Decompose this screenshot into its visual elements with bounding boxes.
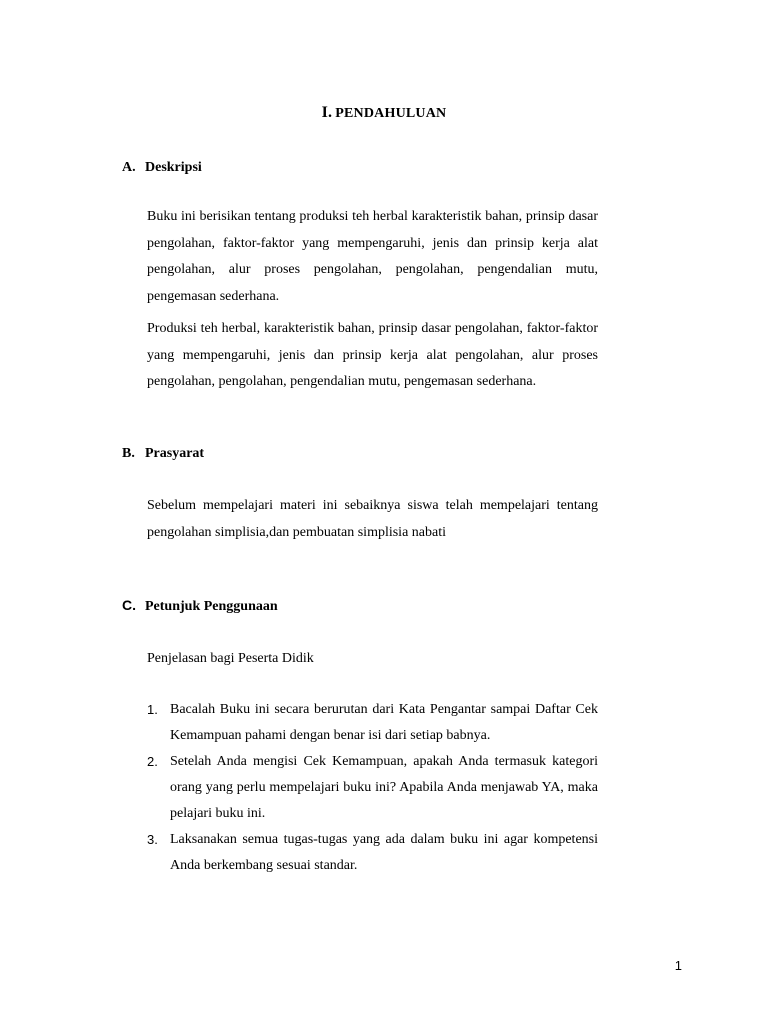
chapter-title (0, 104, 768, 122)
list-item-number: 3. (147, 832, 158, 847)
section-b-title: Prasyarat (145, 446, 205, 461)
section-c-heading (122, 597, 278, 615)
instruction-list (147, 697, 598, 879)
list-item-number: 2. (147, 754, 158, 769)
section-a-paragraph-1: Buku ini berisikan tentang produksi teh herbal karakteristik bahan, prinsip dasar pengolahan, faktor-faktor yang mempengaruhi, jenis dan prinsip kerja alat pengolahan, alur proses pengolahan, pengolahan, pengendalian mutu, pengemasan sederhana. (147, 209, 598, 304)
list-item-text: Laksanakan semua tugas-tugas yang ada dalam buku ini agar kompetensi Anda berkembang sesuai standar. (170, 832, 598, 873)
section-a-letter: A. (122, 160, 136, 175)
chapter-number: I. (321, 104, 333, 121)
list-item-text: Bacalah Buku ini secara berurutan dari Kata Pengantar sampai Daftar Cek Kemampuan pahami dengan benar isi dari setiap babnya. (170, 702, 598, 743)
list-item-number: 1. (147, 702, 158, 717)
list-item (147, 697, 598, 749)
list-item-text: Setelah Anda mengisi Cek Kemampuan, apakah Anda termasuk kategori orang yang perlu mempelajari buku ini? Apabila Anda menjawab YA, maka pelajari buku ini. (170, 754, 598, 821)
section-c-letter: C. (122, 597, 136, 613)
section-c-intro: Penjelasan bagi Peserta Didik (147, 651, 314, 666)
section-b-letter: B. (122, 446, 135, 461)
page-number: 1 (674, 958, 682, 973)
list-item (147, 827, 598, 879)
chapter-title-text: PENDAHULUAN (335, 106, 447, 121)
section-a-paragraph-2: Produksi teh herbal, karakteristik bahan, prinsip dasar pengolahan, faktor-faktor yang mempengaruhi, jenis dan prinsip kerja alat pengolahan, alur proses pengolahan, pengolahan, pengendalian mutu, pengemasan sederhana. (147, 321, 598, 389)
list-item (147, 749, 598, 827)
section-a-title: Deskripsi (145, 160, 202, 175)
section-b-heading (122, 446, 204, 462)
section-a-heading (122, 160, 202, 176)
section-c-title: Petunjuk Penggunaan (145, 599, 278, 614)
section-b-paragraph: Sebelum mempelajari materi ini sebaiknya siswa telah mempelajari tentang pengolahan simplisia,dan pembuatan simplisia nabati (147, 498, 598, 540)
